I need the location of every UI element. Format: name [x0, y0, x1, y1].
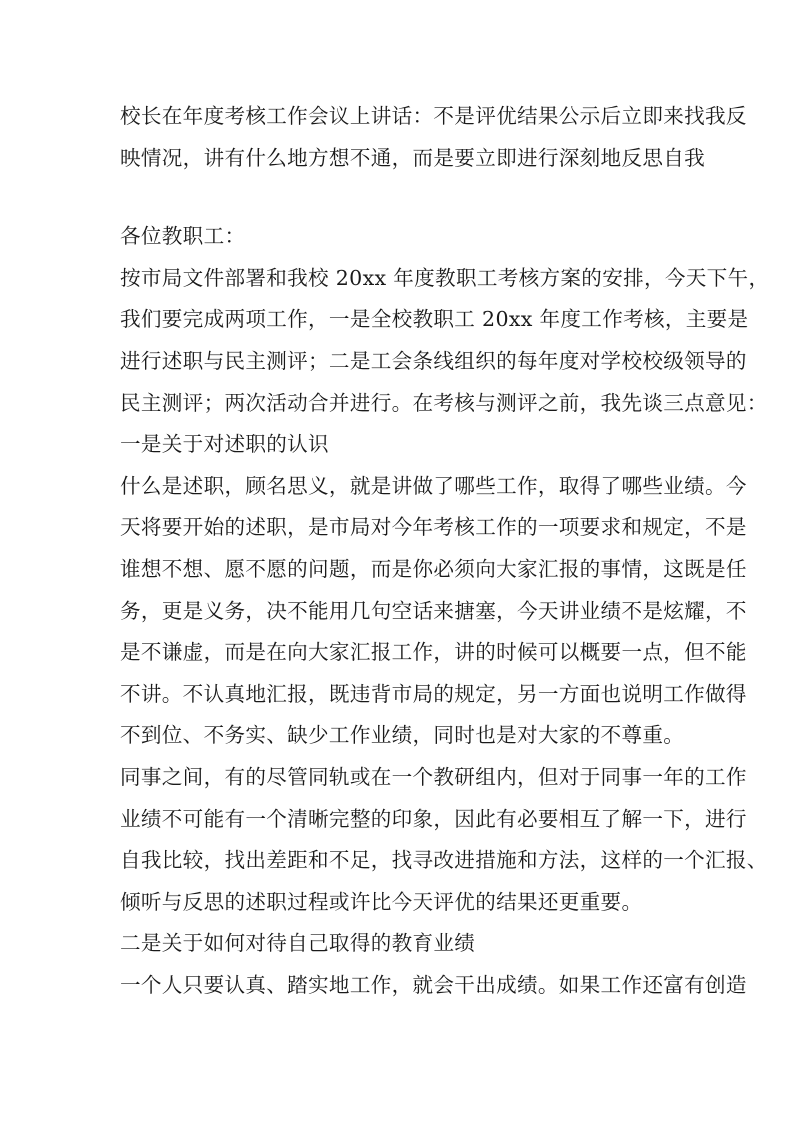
section-heading-2: 二是关于如何对待自己取得的教育业绩 [120, 931, 476, 956]
body-line: 按市局文件部署和我校 20xx 年度教职工考核方案的安排，今天下午， [120, 265, 770, 290]
body-line: 不讲。不认真地汇报，既违背市局的规定，另一方面也说明工作做得 [120, 681, 747, 706]
section-heading-1: 一是关于对述职的认识 [120, 432, 329, 457]
body-line: 天将要开始的述职，是市局对今年考核工作的一项要求和规定，不是 [120, 515, 747, 540]
body-line: 我们要完成两项工作，一是全校教职工 20xx 年度工作考核，主要是 [120, 307, 749, 332]
document-title-line-2: 映情况，讲有什么地方想不通，而是要立即进行深刻地反思自我 [120, 145, 706, 170]
body-line: 是不谦虚，而是在向大家汇报工作，讲的时候可以概要一点，但不能 [120, 640, 747, 665]
paragraph-gap [120, 179, 676, 216]
body-line: 一个人只要认真、踏实地工作，就会干出成绩。如果工作还富有创造 [120, 972, 747, 997]
body-line: 同事之间，有的尽管同轨或在一个教研组内，但对于同事一年的工作 [120, 764, 747, 789]
body-line: 自我比较，找出差距和不足，找寻改进措施和方法，这样的一个汇报、 [120, 848, 768, 873]
body-line: 业绩不可能有一个清晰完整的印象，因此有必要相互了解一下，进行 [120, 806, 747, 831]
body-line: 倾听与反思的述职过程或许比今天评优的结果还更重要。 [120, 889, 643, 914]
document-title-line-1: 校长在年度考核工作会议上讲话：不是评优结果公示后立即来找我反 [120, 104, 747, 128]
body-line: 什么是述职，顾名思义，就是讲做了哪些工作，取得了哪些业绩。今 [120, 473, 747, 498]
body-line: 务，更是义务，决不能用几句空话来搪塞，今天讲业绩不是炫耀，不 [120, 598, 747, 623]
document-page [120, 96, 770, 1006]
body-line: 谁想不想、愿不愿的问题，而是你必须向大家汇报的事情，这既是任 [120, 556, 747, 581]
body-line: 民主测评；两次活动合并进行。在考核与测评之前，我先谈三点意见： [120, 390, 768, 415]
body-line: 不到位、不务实、缺少工作业绩，同时也是对大家的不尊重。 [120, 723, 685, 748]
body-line: 进行述职与民主测评；二是工会条线组织的每年度对学校校级领导的 [120, 348, 747, 373]
salutation: 各位教职工： [120, 224, 246, 249]
